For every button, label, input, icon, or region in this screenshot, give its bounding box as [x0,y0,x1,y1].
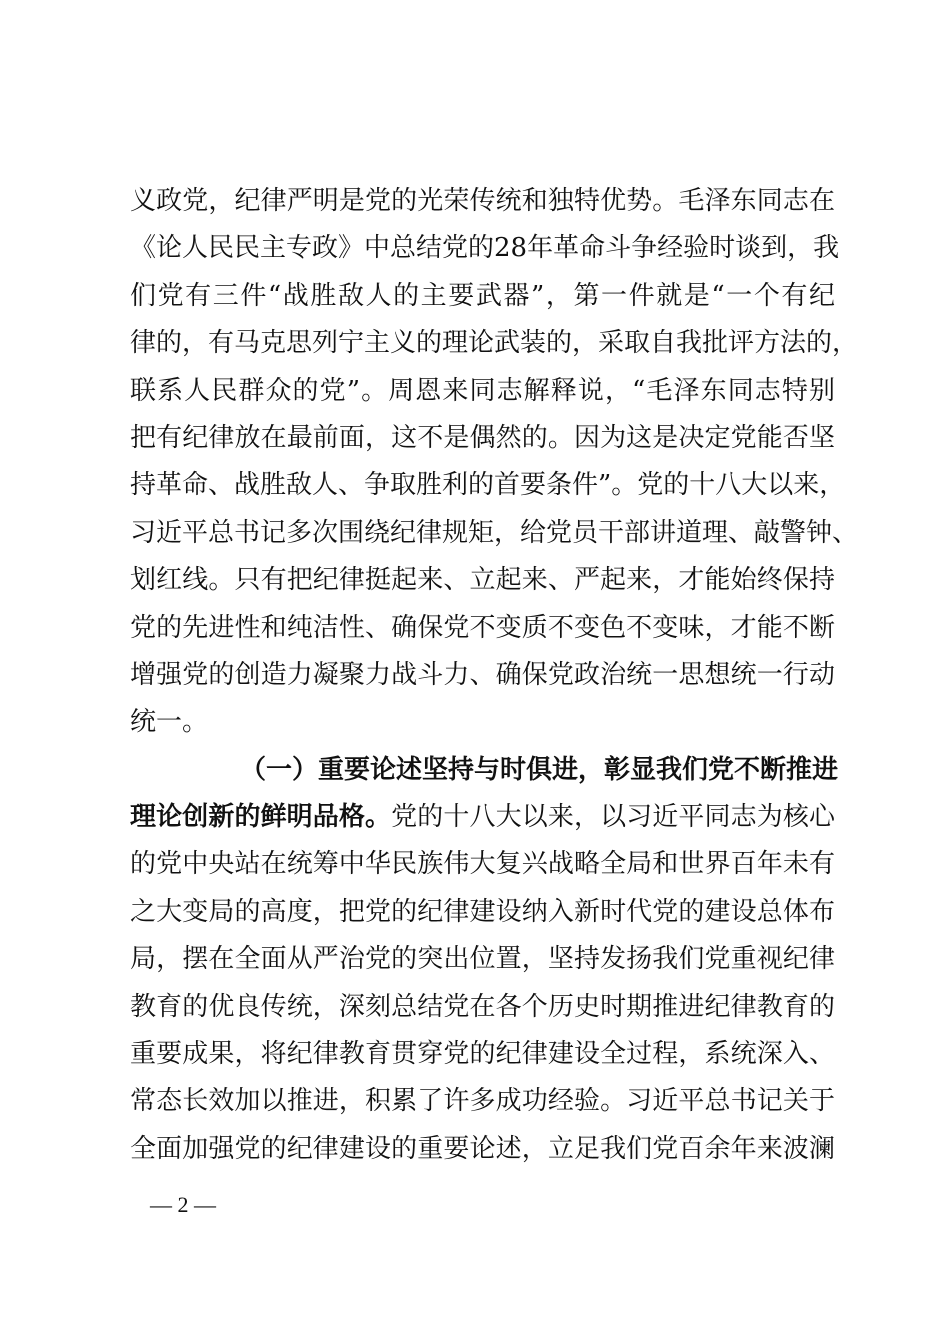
page-number: — 2 — [150,1192,216,1217]
paragraph2-line-8: 常态长效加以推进，积累了许多成功经验。习近平总书记关于 [130,1086,835,1117]
paragraph2-line-3: 的党中央站在统筹中华民族伟大复兴战略全局和世界百年未有 [130,849,835,880]
paragraph2-line-2-rest: 党的十八大以来，以习近平同志为核心 [391,802,835,833]
section-heading-line-1: （一）重要论述坚持与时俱进，彰显我们党不断推进 [240,754,839,785]
paragraph2-line-5: 局，摆在全面从严治党的突出位置，坚持发扬我们党重视纪律 [130,944,835,975]
paragraph1-line-12: 统一。 [130,707,209,738]
paragraph1-line-6: 把有纪律放在最前面，这不是偶然的。因为这是决定党能否坚 [130,422,835,453]
body-text [130,178,859,1173]
paragraph1-line-2: 《论人民民主专政》中总结党的28年革命斗争经验时谈到，我 [130,233,840,264]
paragraph1-line-8: 习近平总书记多次围绕纪律规矩，给党员干部讲道理、敲警钟、 [130,517,859,548]
paragraph1-line-4: 律的，有马克思列宁主义的理论武装的，采取自我批评方法的， [130,328,859,359]
paragraph2-line-9: 全面加强党的纪律建设的重要论述，立足我们党百余年来波澜 [130,1133,835,1164]
paragraph2-line-4: 之大变局的高度，把党的纪律建设纳入新时代党的建设总体布 [130,896,835,927]
paragraph2-line-2 [130,794,835,841]
paragraph1-line-11: 增强党的创造力凝聚力战斗力、确保党政治统一思想统一行动 [130,659,835,690]
paragraph1-line-7: 持革命、战胜敌人、争取胜利的首要条件”。党的十八大以来， [130,470,846,501]
section-heading-line-2: 理论创新的鲜明品格。 [130,802,392,833]
paragraph1-line-10: 党的先进性和纯洁性、确保党不变质不变色不变味，才能不断 [130,612,835,643]
paragraph1-line-3: 们党有三件“战胜敌人的主要武器”，第一件就是“一个有纪 [130,280,835,311]
paragraph1-line-1: 义政党，纪律严明是党的光荣传统和独特优势。毛泽东同志在 [130,186,835,216]
paragraph2-line-7: 重要成果，将纪律教育贯穿党的纪律建设全过程，系统深入、 [130,1039,835,1070]
paragraph1-line-9: 划红线。只有把纪律挺起来、立起来、严起来，才能始终保持 [130,565,835,596]
paragraph1-line-5: 联系人民群众的党”。周恩来同志解释说，“毛泽东同志特别 [130,375,835,406]
paragraph2-line-6: 教育的优良传统，深刻总结党在各个历史时期推进纪律教育的 [130,991,835,1022]
